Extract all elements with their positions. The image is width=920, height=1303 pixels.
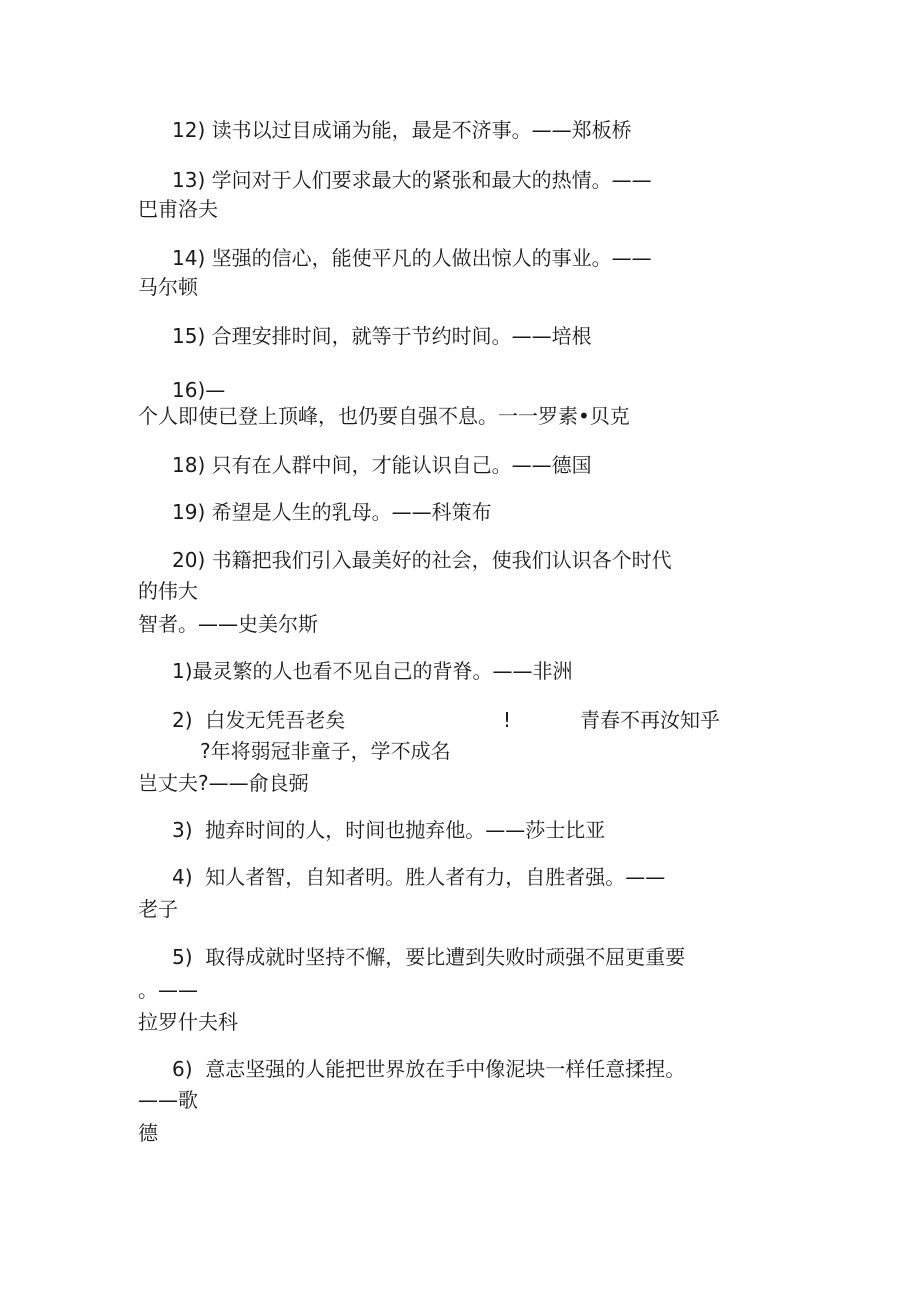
quote-20-line-1: 20) 书籍把我们引入最美好的社会，使我们认识各个时代 xyxy=(172,548,672,572)
quote-5-line-1: 5) 取得成就时坚持不懈，要比遭到失败时顽强不屈更重要 xyxy=(172,945,686,969)
quote-5-line-2: 。—— xyxy=(138,978,198,1002)
quote-2-exclamation: ! xyxy=(503,708,512,732)
quote-2-line-2: ?年将弱冠非童子，学不成名 xyxy=(200,739,451,763)
quote-2-line-1b: 青春不再汝知乎 xyxy=(580,708,720,732)
quote-20-line-3: 智者。——史美尔斯 xyxy=(138,612,318,636)
quote-14-line-2: 马尔顿 xyxy=(138,275,198,299)
quote-6-line-3: 德 xyxy=(138,1121,158,1145)
quote-16-line-1: 16)— xyxy=(172,378,226,402)
quote-2-line-3: 岂丈夫?——俞良弼 xyxy=(138,771,309,795)
quote-13-line-1: 13) 学问对于人们要求最大的紧张和最大的热情。—— xyxy=(172,168,652,192)
quote-4-line-1: 4) 知人者智，自知者明。胜人者有力，自胜者强。—— xyxy=(172,865,666,889)
quote-5-line-3: 拉罗什夫科 xyxy=(138,1010,238,1034)
quote-13-line-2: 巴甫洛夫 xyxy=(138,197,218,221)
quote-1-line-1: 1)最灵繁的人也看不见自己的背脊。——非洲 xyxy=(172,659,573,683)
quote-15-line-1: 15) 合理安排时间，就等于节约时间。——培根 xyxy=(172,324,592,348)
quote-19-line-1: 19) 希望是人生的乳母。——科策布 xyxy=(172,500,492,524)
quote-18-line-1: 18) 只有在人群中间，才能认识自己。——德国 xyxy=(172,453,592,477)
quote-16-line-2: 个人即使已登上顶峰，也仍要自强不息。一一罗素•贝克 xyxy=(138,404,630,428)
quote-6-line-1: 6) 意志坚强的人能把世界放在手中像泥块一样任意揉捏。 xyxy=(172,1057,686,1081)
quote-4-line-2: 老子 xyxy=(138,897,178,921)
quote-14-line-1: 14) 坚强的信心，能使平凡的人做出惊人的事业。—— xyxy=(172,246,652,270)
quote-6-line-2: ——歌 xyxy=(138,1088,198,1112)
quote-20-line-2: 的伟大 xyxy=(138,579,198,603)
quote-3-line-1: 3) 抛弃时间的人，时间也抛弃他。——莎士比亚 xyxy=(172,818,606,842)
quote-12-line-1: 12) 读书以过目成诵为能，最是不济事。——郑板桥 xyxy=(172,118,632,142)
quote-2-line-1: 2) 白发无凭吾老矣 xyxy=(172,708,346,732)
